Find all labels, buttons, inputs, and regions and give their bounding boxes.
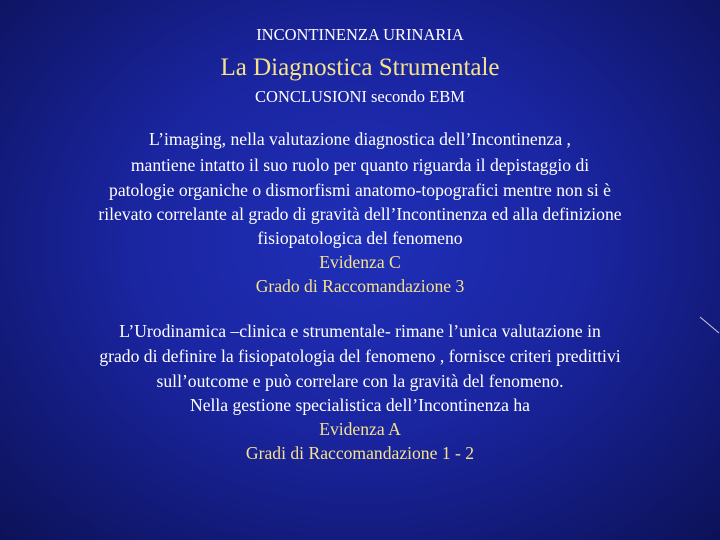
paragraph-line: patologie organiche o dismorfismi anatomo-topografici mentre non si è [109,180,611,200]
paragraph-line: grado di definire la fisiopatologia del fenomeno , fornisce criteri predittivi [99,346,621,366]
paragraph-line: fisiopatologica del fenomeno [257,228,463,248]
paragraph-line: sull’outcome e può correlare con la gravità del fenomeno. [156,371,564,391]
paragraph-line: L’imaging, nella valutazione diagnostica dell’Incontinenza , [149,129,571,149]
paragraph-line: rilevato correlante al grado di gravità dell’Incontinenza ed alla definizione [98,204,622,224]
paragraph-line: Nella gestione specialistica dell’Incontinenza ha [189,395,530,415]
paragraph-line: mantiene intatto il suo ruolo per quanto riguarda il depistaggio di [130,155,590,175]
slide-heading: INCONTINENZA URINARIA [256,25,464,44]
decorative-stroke [698,316,720,334]
recommendation-label: Grado di Raccomandazione 3 [255,276,465,296]
evidence-label: Evidenza A [319,419,401,439]
paragraph-line: L’Urodinamica –clinica e strumentale- rimane l’unica valutazione in [119,321,601,341]
slide-title: La Diagnostica Strumentale [220,54,500,81]
evidence-label: Evidenza C [319,252,401,272]
slide-subtitle: CONCLUSIONI secondo EBM [255,87,465,106]
recommendation-label: Gradi di Raccomandazione 1 - 2 [245,443,475,463]
